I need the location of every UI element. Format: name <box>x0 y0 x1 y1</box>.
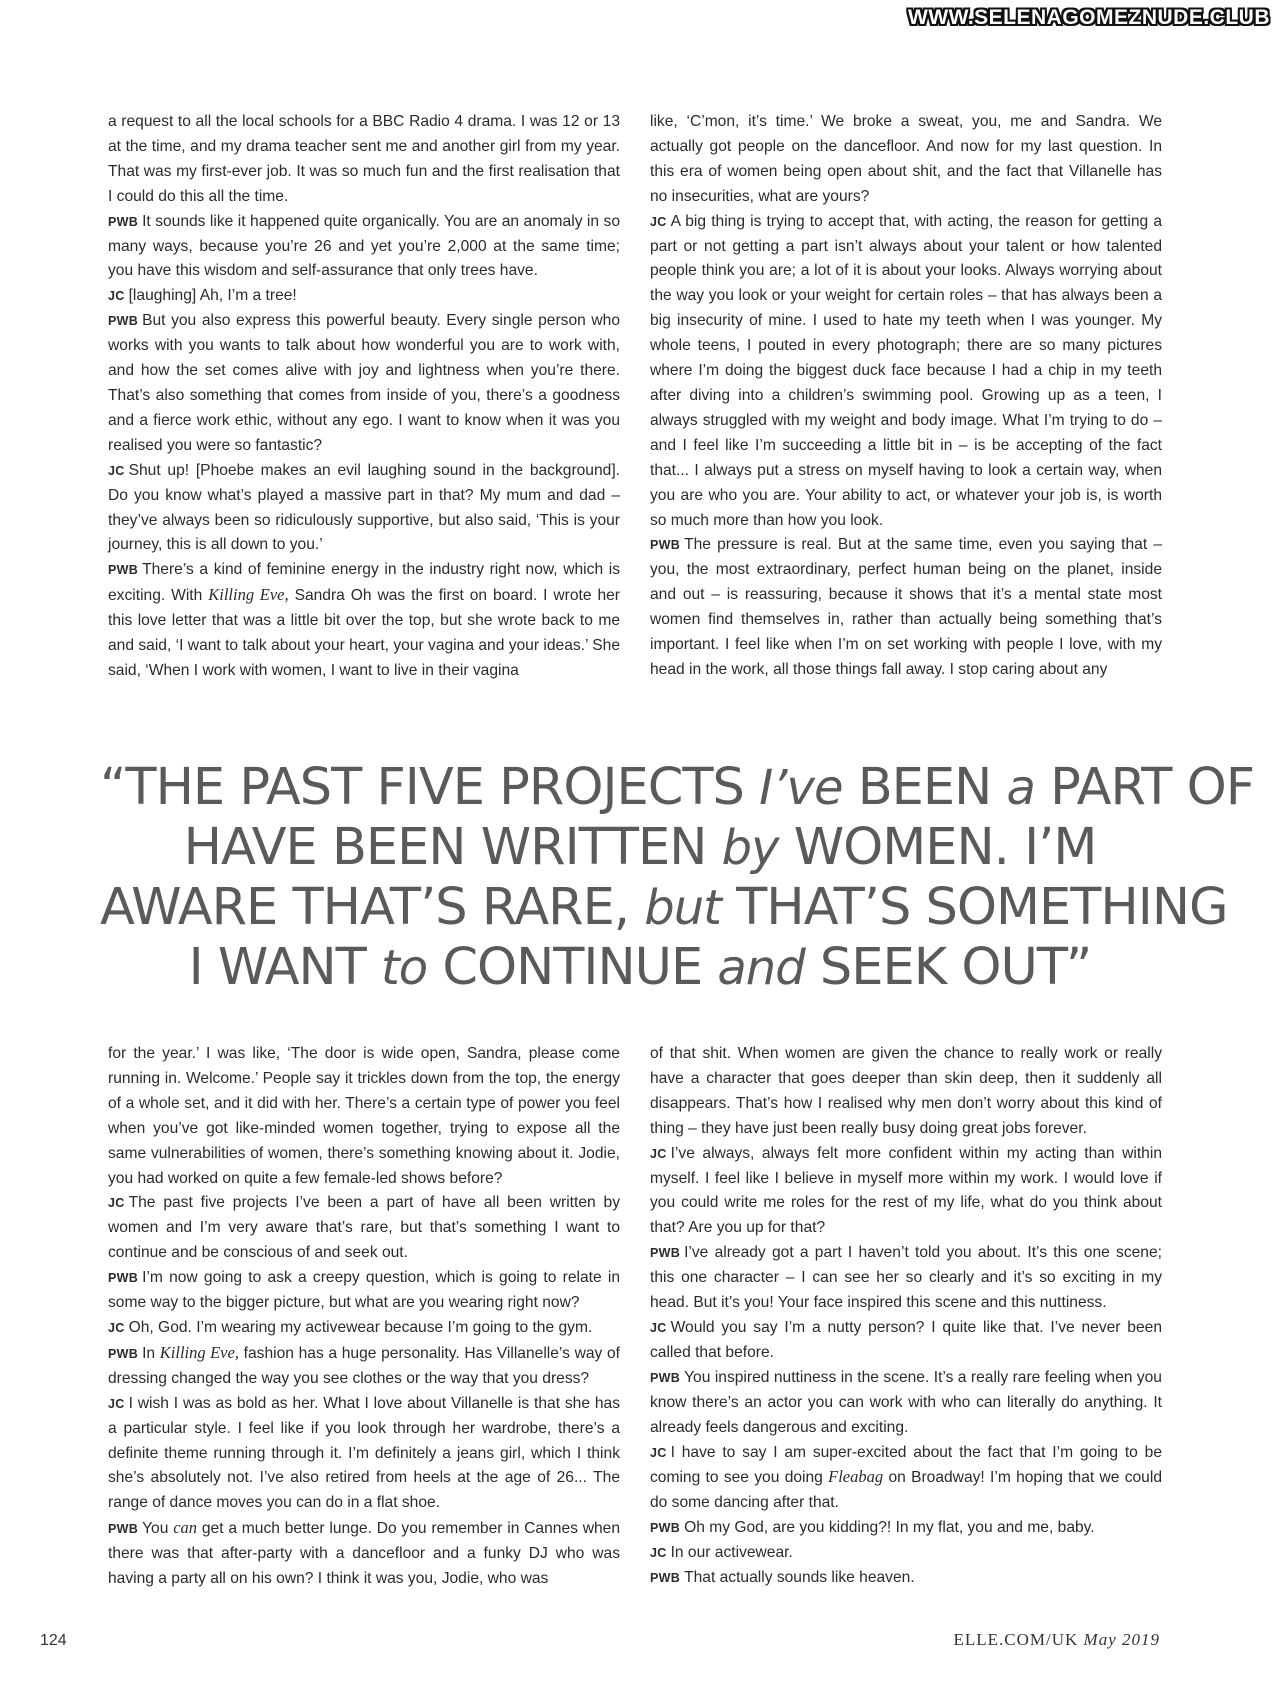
paragraph-text: a request to all the local schools for a BBC Radio 4 drama. I was 12 or 13 at the time, and my drama teacher sent me and another girl from my year. That was my first-ever job. It was so much fun and the first realisation that I could do this all the time. <box>108 113 620 205</box>
paragraph-text: Would you say I’m a nutty person? I quite like that. I’ve never been called that before. <box>650 1318 1162 1361</box>
interview-paragraph <box>108 110 620 210</box>
italic-title: Fleabag <box>828 1467 884 1487</box>
paragraph-text: The pressure is real. But at the same time, even you saying that – you, the most extraordinary, perfect human being on the planet, inside and out – is reassuring, because it shows that it’s a mental state most women find themselves in, rather than actually being something that’s important. I feel like when I’m on set working with people I love, with my head in the work, all those things fall away. I stop caring about any <box>650 536 1162 678</box>
speaker-tag: JC <box>650 1146 667 1161</box>
paragraph-text: Shut up! [Phoebe makes an evil laughing sound in the background]. Do you know what’s played a massive part in that? My mum and dad – they’ve always been so ridiculously supportive, but also said, ‘This is your journey, this is all down to you.’ <box>108 461 620 554</box>
italic-title: Killing Eve, <box>159 1342 239 1362</box>
magazine-footer <box>953 1630 1160 1650</box>
interview-paragraph <box>650 1241 1162 1316</box>
paragraph-text: like, ‘C’mon, it’s time.’ We broke a sweat, you, me and Sandra. We actually got people on the dancefloor. And now for my last question. In this era of women being open about shit, and the fact that Villanelle has no insecurities, what are yours? <box>650 113 1162 205</box>
page-number: 124 <box>40 1632 67 1649</box>
watermark-text: WWW.SELENAGOMEZNUDE.CLUB <box>908 6 1270 29</box>
paragraph-text-continued: Sandra Oh was the first on board. I wrote her this love letter that was a little bit over the top, but she wrote back to me and said, ‘I want to talk about your heart, your vagina and your ideas.’ She said, ‘When I work with women, I want to live in their vagina <box>108 587 620 679</box>
paragraph-text: The past five projects I’ve been a part of have all been written by women and I’m very aware that’s rare, but that’s something I want to continue and be conscious of and seek out. <box>108 1194 620 1262</box>
interview-paragraph <box>108 558 620 684</box>
paragraph-text: of that shit. When women are given the chance to really work or really have a character that goes deeper than skin deep, then it suddenly all disappears. That’s how I realised why men don’t worry about this kind of thing – they have just been really busy doing great jobs forever. <box>650 1045 1162 1137</box>
article-column-4 <box>650 1042 1162 1591</box>
interview-paragraph <box>650 1042 1162 1142</box>
paragraph-text: It sounds like it happened quite organically. You are an anomaly in so many ways, because you’re 26 and yet you’re 2,000 at the same time; you have this wisdom and self-assurance that only trees have. <box>108 212 620 280</box>
paragraph-text-continued: on Broadway! I’m hoping that we could do some dancing after that. <box>650 1469 1162 1512</box>
pull-quote-line-3: AWARE THAT’S RARE, but THAT’S SOMETHING <box>100 878 1228 937</box>
paragraph-text-continued: fashion has a huge personality. Has Villanelle’s way of dressing changed the way you see clothes or the way that you dress? <box>108 1344 620 1387</box>
interview-paragraph <box>650 1142 1162 1242</box>
interview-paragraph <box>108 284 620 309</box>
speaker-tag: JC <box>108 463 125 478</box>
interview-paragraph <box>650 1516 1162 1541</box>
interview-paragraph <box>108 1191 620 1266</box>
speaker-tag: JC <box>108 1396 125 1411</box>
speaker-tag: PWB <box>650 1246 681 1261</box>
interview-paragraph <box>108 459 620 559</box>
speaker-tag: PWB <box>650 1521 681 1536</box>
speaker-tag: PWB <box>108 563 139 578</box>
paragraph-text: In our activewear. <box>670 1544 793 1562</box>
interview-paragraph <box>108 1316 620 1341</box>
paragraph-text: I’ve already got a part I haven’t told you about. It’s this one scene; this one character – I can see her so clearly and it’s so exciting in my head. But it’s you! Your face inspired this scene and this nuttiness. <box>650 1244 1162 1312</box>
interview-paragraph <box>108 1341 620 1392</box>
speaker-tag: PWB <box>650 1370 681 1385</box>
interview-paragraph <box>108 1392 620 1517</box>
paragraph-text: I’m now going to ask a creepy question, which is going to relate in some way to the bigger picture, but what are you wearing right now? <box>108 1269 620 1312</box>
speaker-tag: PWB <box>108 1522 139 1537</box>
speaker-tag: PWB <box>108 1271 139 1286</box>
pull-quote-line-4: I WANT to CONTINUE and SEEK OUT” <box>188 938 1092 997</box>
speaker-tag: JC <box>108 289 125 304</box>
article-column-1 <box>108 110 620 684</box>
issue-date: May 2019 <box>1083 1630 1160 1649</box>
paragraph-text: But you also express this powerful beauty. Every single person who works with you wants to talk about how wonderful you are to work with, and how the set comes alive with joy and lightness when you’re there. That’s also something that comes from inside of you, there’s a goodness and a fierce work ethic, without any ego. I want to know when it was you realised you were so fantastic? <box>108 312 620 454</box>
paragraph-text: for the year.’ I was like, ‘The door is wide open, Sandra, please come running in. Welcome.’ People say it trickles down from the top, the energy of a whole set, and it did with her. There’s a certain type of power you feel when you’ve got like-minded women together, trying to expose all the same vulnerabilities of women, there’s something knowing about it. Jodie, you had worked on quite a few female-led shows before? <box>108 1045 620 1187</box>
paragraph-text: There’s a kind of feminine energy in the industry right now, which is exciting. With <box>108 561 620 605</box>
article-column-3 <box>108 1042 620 1592</box>
interview-paragraph <box>108 309 620 458</box>
paragraph-text: I wish I was as bold as her. What I love about Villanelle is that she has a particular style. I feel like if you look through her wardrobe, there’s a definite theme running through it. I’m definitely a jeans girl, which I think she’s absolutely not. I’ve also retired from heels at the age of 26... The range of dance moves you can do in a flat shoe. <box>108 1394 620 1512</box>
interview-paragraph <box>650 1441 1162 1517</box>
interview-paragraph <box>650 533 1162 682</box>
speaker-tag: PWB <box>108 1346 139 1361</box>
paragraph-text: You inspired nuttiness in the scene. It’s a really rare feeling when you know there’s an actor you can work with who can literally do anything. It already feels dangerous and exciting. <box>650 1368 1162 1436</box>
speaker-tag: JC <box>650 1445 667 1460</box>
speaker-tag: PWB <box>650 1571 681 1586</box>
speaker-tag: PWB <box>108 314 139 329</box>
pull-quote <box>100 758 1255 998</box>
paragraph-text: A big thing is trying to accept that, with acting, the reason for getting a part or not getting a part isn’t always about your talent or how talented people think you are; a lot of it is about your looks. Always worrying about the way you look or your weight for certain roles – that has always been a big insecurity of mine. I used to hate my teeth when I was younger. My whole teens, I pouted in every photograph; there are so many pictures where I’m doing the biggest duck face because I had a chip in my teeth after diving into a children’s swimming pool. Growing up as a teen, I always struggled with my weight and body image. What I’m trying to do – and I feel like I’m succeeding a little bit in – is be accepting of the fact that... I always put a stress on myself having to look a certain way, when you are who you are. Your ability to act, or whatever your job is, is worth so much more than how you look. <box>650 212 1162 529</box>
pull-quote-line-2: HAVE BEEN WRITTEN by WOMEN. I’M <box>183 818 1097 877</box>
speaker-tag: JC <box>650 1546 667 1561</box>
speaker-tag: PWB <box>650 538 681 553</box>
speaker-tag: JC <box>108 1320 125 1335</box>
paragraph-text: In <box>142 1344 156 1362</box>
paragraph-text: Oh, God. I’m wearing my activewear because I’m going to the gym. <box>128 1318 593 1336</box>
interview-paragraph <box>650 210 1162 534</box>
paragraph-text: [laughing] Ah, I’m a tree! <box>128 287 297 305</box>
article-column-2 <box>650 110 1162 683</box>
italic-title: can <box>173 1518 198 1538</box>
pull-quote-line-1: “THE PAST FIVE PROJECTS I’ve BEEN a PART OF <box>100 758 1255 817</box>
interview-paragraph <box>108 210 620 285</box>
interview-paragraph <box>650 1566 1162 1591</box>
paragraph-text: I have to say I am super-excited about the fact that I’m going to be coming to see you doing <box>650 1443 1162 1487</box>
speaker-tag: JC <box>650 214 667 229</box>
italic-title: Killing Eve, <box>208 585 289 605</box>
interview-paragraph <box>108 1516 620 1592</box>
magazine-url: ELLE.COM/UK <box>953 1630 1079 1649</box>
paragraph-text: That actually sounds like heaven. <box>684 1569 915 1587</box>
interview-paragraph <box>650 1541 1162 1566</box>
interview-paragraph <box>108 1042 620 1191</box>
paragraph-text: Oh my God, are you kidding?! In my flat, you and me, baby. <box>684 1519 1095 1537</box>
paragraph-text: You <box>142 1520 169 1538</box>
interview-paragraph <box>650 110 1162 210</box>
interview-paragraph <box>650 1316 1162 1366</box>
interview-paragraph <box>108 1266 620 1316</box>
speaker-tag: JC <box>650 1320 667 1335</box>
speaker-tag: PWB <box>108 214 139 229</box>
paragraph-text: I’ve always, always felt more confident within my acting than within myself. I feel like I believe in myself more within my work. I would love if you could write me roles for the rest of my life, what do you think about that? Are you up for that? <box>650 1144 1162 1237</box>
interview-paragraph <box>650 1366 1162 1441</box>
speaker-tag: JC <box>108 1196 125 1211</box>
paragraph-text-continued: get a much better lunge. Do you remember in Cannes when there was that after-party with a dancefloor and a funky DJ who was having a party all on his own? I think it was you, Jodie, who was <box>108 1520 620 1588</box>
